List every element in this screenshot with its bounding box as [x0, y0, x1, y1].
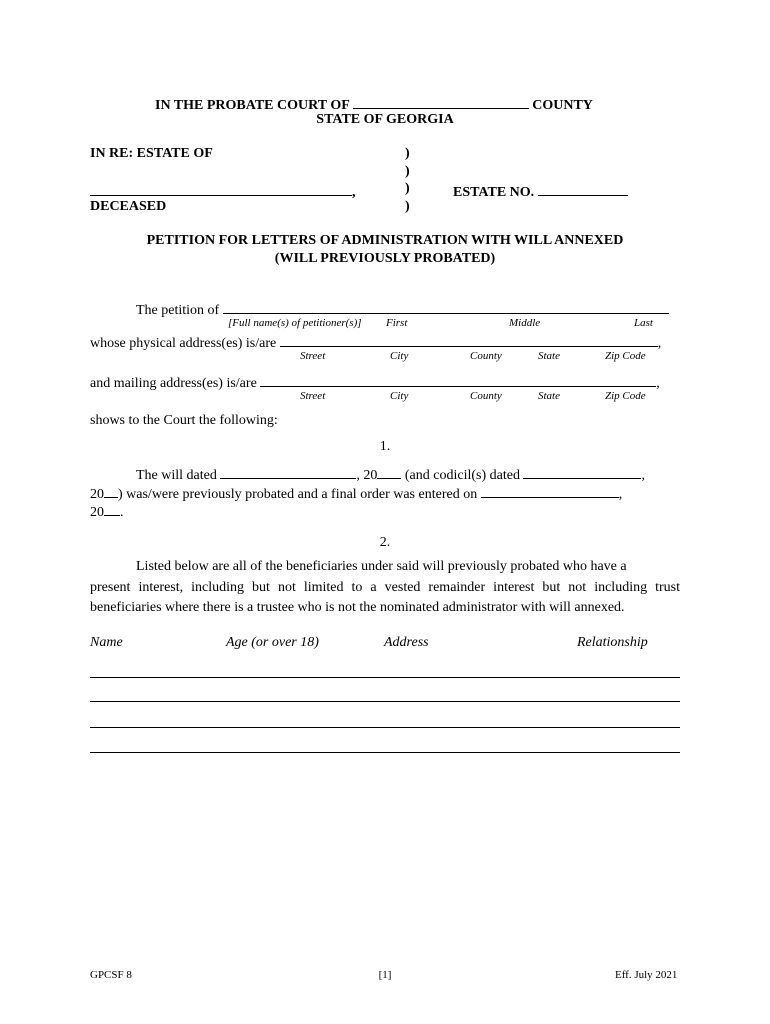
section-1-line-2 [90, 483, 622, 503]
hint-first: First [386, 317, 408, 329]
page-number: [1] [378, 969, 392, 981]
section-2-line-3: beneficiaries where there is a trustee who is not the nominated administrator with will annexed. [90, 600, 625, 615]
col-header-address: Address [384, 635, 429, 650]
hint-last: Last [634, 317, 653, 329]
beneficiary-row-1[interactable] [90, 677, 680, 678]
final-order-date-field[interactable] [481, 483, 619, 498]
codicil-year-field[interactable] [104, 483, 118, 498]
physical-address-comma: , [657, 336, 662, 351]
petitioner-name-field[interactable] [223, 299, 669, 314]
col-header-name: Name [90, 635, 123, 650]
decedent-name-field[interactable] [90, 181, 352, 196]
codicil-comma: , [641, 468, 645, 483]
physical-address-field[interactable] [280, 332, 658, 347]
estate-no-label: ESTATE NO. [453, 185, 535, 200]
section-1-number: 1. [379, 439, 391, 454]
caption-paren-4: ) [405, 199, 410, 214]
final-order-year-prefix: 20 [90, 505, 104, 520]
section-2-line-2: present interest, including but not limited to a vested remainder interest but not including trust [90, 580, 680, 595]
form-id: GPCSF 8 [90, 969, 132, 981]
beneficiary-row-3[interactable] [90, 727, 680, 728]
title-line-2: (WILL PREVIOUSLY PROBATED) [274, 251, 496, 266]
mailing-address-comma: , [656, 376, 660, 391]
mailing-hint-county: County [470, 390, 502, 402]
col-header-age: Age (or over 18) [226, 635, 319, 650]
hint-full-name: [Full name(s) of petitioner(s)] [228, 317, 362, 329]
will-date-field[interactable] [220, 464, 356, 479]
section-1-line-3 [90, 501, 124, 521]
mailing-hint-street: Street [300, 390, 326, 402]
county-name-field[interactable] [353, 94, 529, 109]
court-line-prefix: IN THE PROBATE COURT OF [155, 98, 350, 113]
will-year-field[interactable] [377, 464, 401, 479]
state-line: STATE OF GEORGIA [316, 112, 454, 127]
physical-hint-county: County [470, 350, 502, 362]
physical-hint-street: Street [300, 350, 326, 362]
codicil-date-field[interactable] [523, 464, 641, 479]
deceased-label: DECEASED [90, 199, 167, 214]
mailing-hint-city: City [390, 390, 409, 402]
hint-middle: Middle [509, 317, 541, 329]
mailing-address-line [90, 372, 660, 392]
final-order-comma: , [618, 487, 623, 502]
section-1-line-1 [136, 464, 645, 484]
decedent-comma: , [352, 185, 356, 200]
physical-hint-city: City [390, 350, 409, 362]
court-line-suffix: COUNTY [532, 98, 593, 113]
mailing-address-field[interactable] [260, 372, 656, 387]
section-2-line-1: Listed below are all of the beneficiaries under said will previously probated who have a [136, 559, 627, 574]
physical-address-line [90, 332, 661, 352]
final-order-year-field[interactable] [104, 501, 120, 516]
decedent-line [90, 181, 356, 201]
effective-date: Eff. July 2021 [615, 969, 678, 981]
court-line [155, 94, 593, 114]
mailing-address-label: and mailing address(es) is/are [90, 376, 257, 391]
physical-hint-zip: Zip Code [605, 350, 646, 362]
probated-text: ) was/were previously probated and a final order was entered on [118, 487, 478, 502]
beneficiary-row-2[interactable] [90, 701, 680, 702]
petition-lead: The petition of [136, 303, 220, 318]
mailing-hint-state: State [538, 390, 560, 402]
will-dated-label: The will dated [136, 468, 217, 483]
in-re-label: IN RE: ESTATE OF [90, 146, 213, 161]
petitioner-line [136, 299, 669, 319]
col-header-relationship: Relationship [577, 635, 648, 650]
mailing-hint-zip: Zip Code [605, 390, 646, 402]
caption-paren-2: ) [405, 164, 410, 179]
title-line-1: PETITION FOR LETTERS OF ADMINISTRATION WITH WILL ANNEXED [146, 233, 624, 248]
codicil-year-prefix: 20 [90, 487, 104, 502]
section-2-number: 2. [379, 535, 391, 550]
estate-no-field[interactable] [538, 181, 628, 196]
shows-to-court: shows to the Court the following: [90, 413, 278, 428]
final-order-period: . [120, 505, 124, 520]
physical-address-label: whose physical address(es) is/are [90, 336, 277, 351]
codicil-dated-label: (and codicil(s) dated [401, 468, 520, 483]
caption-paren-3: ) [405, 181, 410, 196]
estate-no-line [453, 181, 628, 201]
caption-paren-1: ) [405, 146, 410, 161]
physical-hint-state: State [538, 350, 560, 362]
beneficiary-row-4[interactable] [90, 752, 680, 753]
will-year-prefix: , 20 [356, 468, 378, 483]
